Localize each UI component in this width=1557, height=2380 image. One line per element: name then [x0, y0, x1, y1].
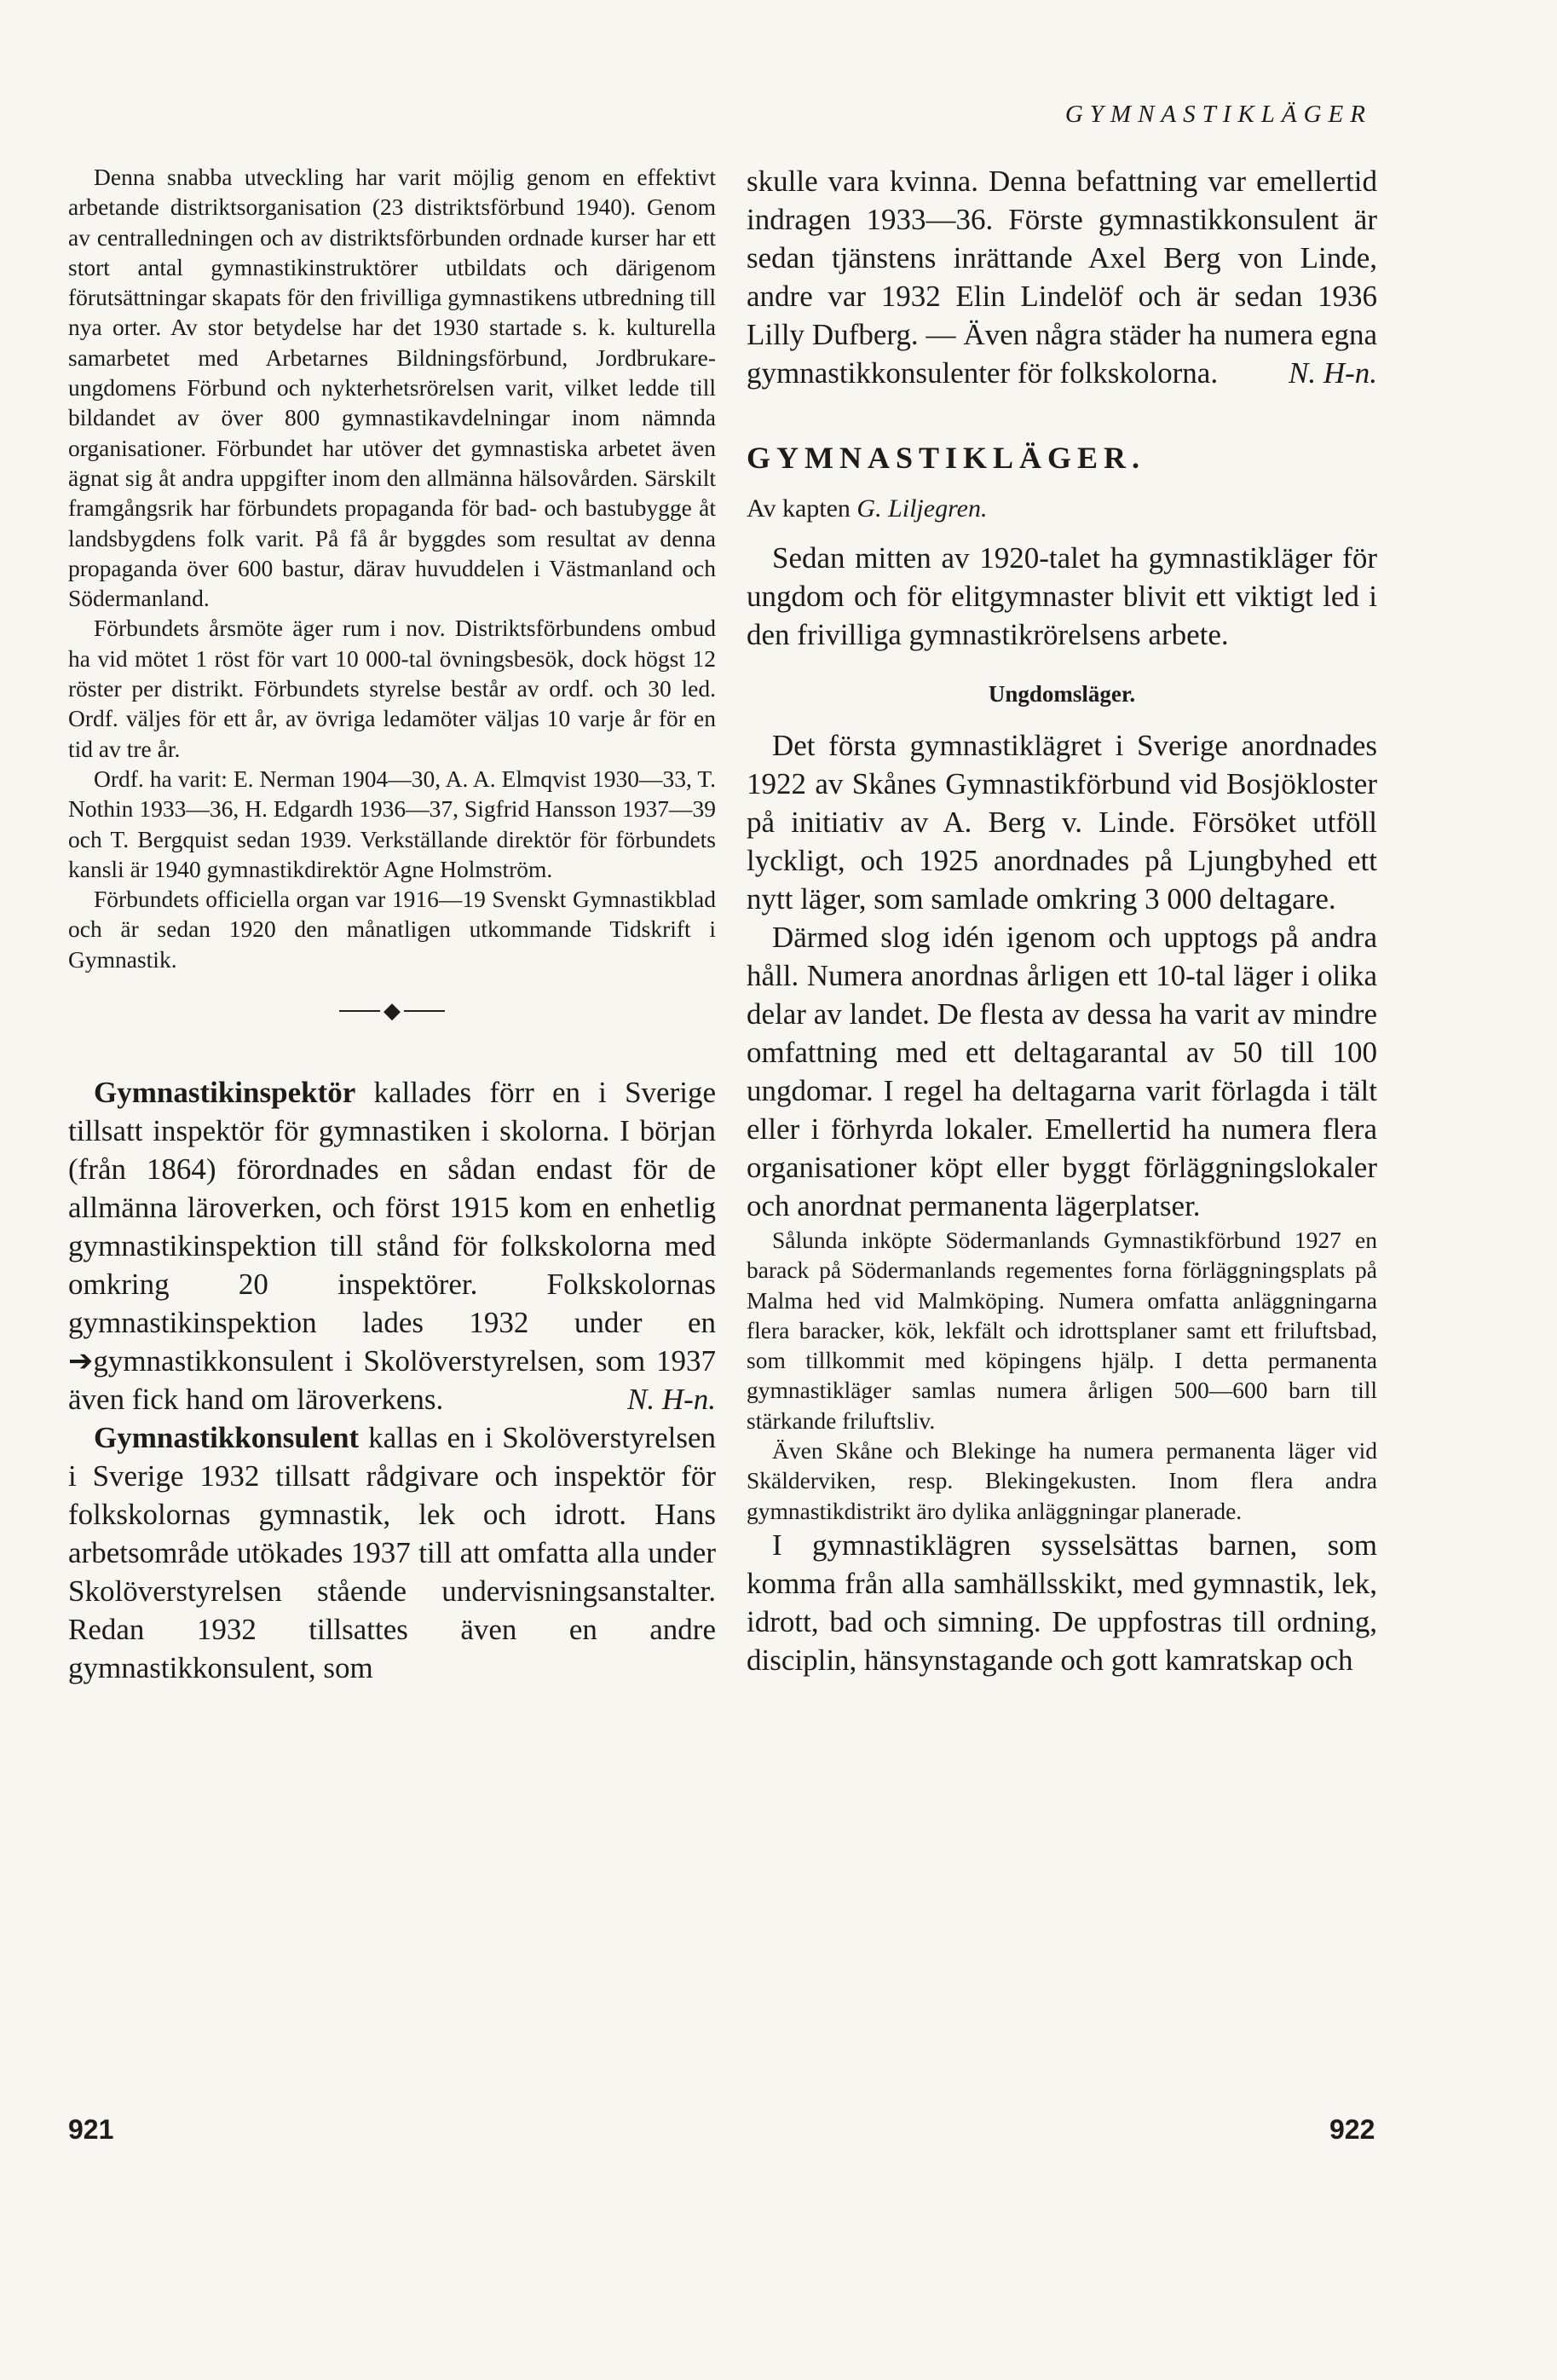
paragraph: Sedan mitten av 1920-talet ha gymnastikläger för ungdom och för elitgymnaster blivit ett viktigt led i den frivilliga gymnastikrörelsens arbete.: [747, 541, 1377, 651]
paragraph: [747, 162, 1377, 392]
paragraph: Förbundets officiella organ var 1916—19 Svenskt Gymnastikblad och är sedan 1920 den månatligen utkommande Tidskrift i Gymnastik.: [68, 886, 716, 973]
left-column: [68, 162, 716, 1687]
continued-text: skulle vara kvinna. Denna befattning var emellertid indragen 1933—36. Förste gymnastikkonsulent är sedan tjänstens inrättande Axel Berg von Linde, andre var 1932 Elin Lindelöf och är sedan 1936 Lilly Dufberg. — Även några städer ha numera egna gymnastikkonsulenter för folkskolorna.: [747, 165, 1377, 390]
author-signature: N. H-n.: [626, 1383, 716, 1417]
diamond-ornament-icon: ◆: [383, 998, 401, 1024]
paragraph: Sålunda inköpte Södermanlands Gymnastikförbund 1927 en barack på Södermanlands regementes forna förläggningsplats på Malma hed vid Malmköping. Numera omfatta anläggningarna flera baracker, kök, lekfält och idrottsplaner samt ett friluftsbad, som tillkommit med köpingens hjälp. I detta permanenta gymnastikläger samlas numera årligen 500—600 barn till stärkande friluftsliv.: [747, 1227, 1377, 1434]
running-head: GYMNASTIKLÄGER: [1064, 101, 1372, 128]
paragraph: I gymnastiklägren sysselsättas barnen, som komma från alla samhällsskikt, med gymnastik, lek, idrott, bad och simning. De uppfostras till ordning, disciplin, hänsynstagande och gott kamratskap och: [747, 1528, 1377, 1677]
byline-prefix: Av kapten: [747, 494, 857, 523]
page-number-right: 922: [1329, 2114, 1375, 2145]
entry-text: kallas en i Skolöverstyrelsen i Sverige 1932 tillsatt rådgivare och inspektör för folkskolornas gymnastik, lek och idrott. Hans arbetsområde utökades 1937 till att omfatta alla under Skolöverstyrelsen stående undervisningsanstalter. Redan 1932 tillsattes även en andre gymnastikkonsulent, som: [68, 1421, 716, 1685]
byline-author: G. Liljegren.: [856, 494, 988, 523]
encyclopedia-entry: [68, 1073, 716, 1418]
paragraph: Förbundets årsmöte äger rum i nov. Distriktsförbundens ombud ha vid mötet 1 röst för vart 10 000-tal övningsbesök, dock högst 12 röster per distrikt. Förbundets styrelse består av ordf. och 30 led. Ordf. väljes för ett år, av övriga ledamöter väljas 10 varje år för en tid av tre år.: [68, 615, 716, 762]
article-title: GYMNASTIKLÄGER.: [747, 441, 1146, 475]
paragraph: Även Skåne och Blekinge ha numera permanenta läger vid Skälderviken, resp. Blekingekusten. Inom flera andra gymnastikdistrikt äro dylika anläggningar planerade.: [747, 1437, 1377, 1524]
paragraph: Det första gymnastiklägret i Sverige anordnades 1922 av Skånes Gymnastikförbund vid Bosjökloster på initiativ av A. Berg v. Linde. Försöket utföll lyckligt, och 1925 anordnades på Ljungbyhed ett nytt läger, som samlade omkring 3 000 deltagare.: [747, 729, 1377, 916]
entry-text: kallades förr en i Sverige tillsatt inspektör för gymnastiken i skolorna. I början (från 1864) förordnades en sådan endast för de allmänna läroverken, och först 1915 kom en enhetlig gymnastikinspektion till stånd för folkskolorna med omkring 20 inspektörer. Folkskolornas gymnastikinspektion lades 1932 under en ➔gymnastikkonsulent i Skolöverstyrelsen, som 1937 även fick hand om läroverkens.: [68, 1076, 716, 1417]
encyclopedia-entry: [68, 1418, 716, 1687]
right-column: [747, 162, 1377, 1679]
paragraph: Ordf. ha varit: E. Nerman 1904—30, A. A. Elmqvist 1930—33, T. Nothin 1933—36, H. Edgardh 1936—37, Sigfrid Hansson 1937—39 och T. Bergquist sedan 1939. Verkställande direktör för förbundets kansli är 1940 gymnastikdirektör Agne Holmström.: [68, 765, 716, 882]
byline: [747, 494, 1377, 523]
entry-term: Gymnastikinspektör: [94, 1076, 356, 1110]
section-heading: Ungdomsläger.: [988, 681, 1136, 707]
paragraph: Därmed slog idén igenom och upptogs på andra håll. Numera anordnas årligen ett 10-tal läger i olika delar av landet. De flesta av dessa ha varit av mindre omfattning med ett deltagarantal av 50 till 100 ungdomar. I regel ha deltagarna varit förlagda i tält eller i förhyrda lokaler. Emellertid ha numera flera organisationer köpt eller byggt förläggningslokaler och anordnat permanenta lägerplatser.: [747, 921, 1377, 1222]
paragraph: Denna snabba utveckling har varit möjlig genom en effektivt arbetande distriktsorganisation (23 distriktsförbund 1940). Genom av centralledningen och av distriktsförbunden ordnade kurser har ett stort antal gymnastikinstruktörer utbildats och därigenom förutsättningar skapats för den frivilliga gymnastikens utbredning till nya orter. Av stor betydelse har det 1930 startade s. k. kulturella samarbetet med Arbetarnes Bildningsförbund, Jordbrukare-ungdomens Förbund och nykterhetsrörelsen varit, vilket ledde till bildandet av över 800 gymnastikavdelningar inom nämnda organisationer. Förbundet har utöver det gymnastiska arbetet även ägnat sig åt andra uppgifter inom den allmänna hälsovården. Särskilt framgångsrik har förbundets propaganda för bad- och bastubygge åt landsbygdens folk varit. På få år byggdes som resultat av denna propaganda över 600 bastur, därav huvuddelen i Västmanland och Södermanland.: [68, 164, 716, 612]
page-number-left: 921: [68, 2114, 114, 2145]
section-divider: [68, 996, 716, 1024]
entry-term: Gymnastikkonsulent: [94, 1421, 360, 1455]
author-signature: N. H-n.: [1288, 356, 1377, 390]
